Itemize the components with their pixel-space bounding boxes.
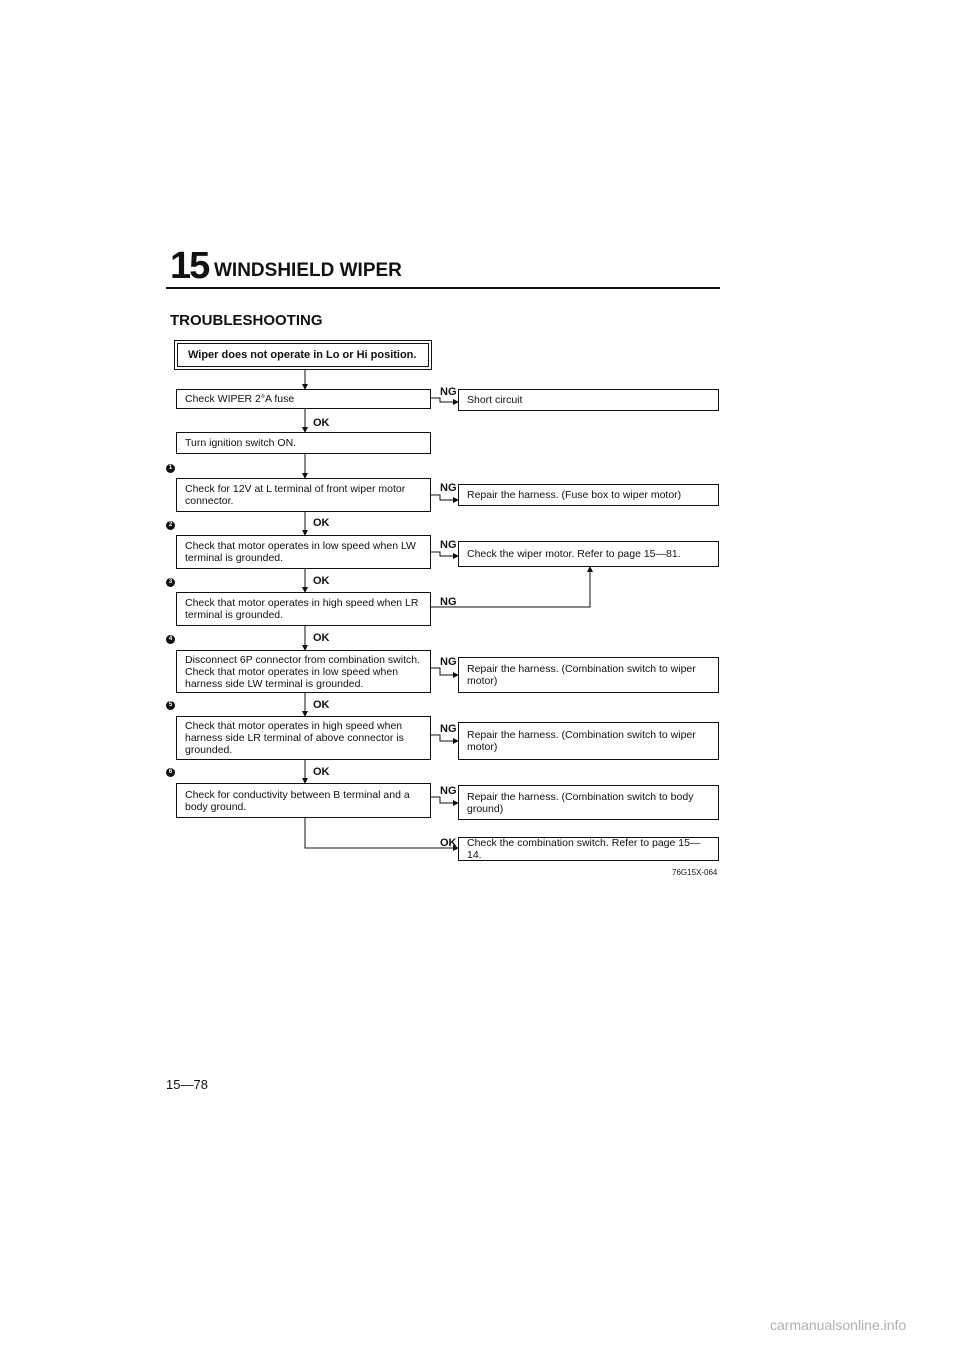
ng-label: NG (440, 539, 457, 551)
result-box: Repair the harness. (Combination switch to body ground) (458, 785, 719, 820)
ng-label: NG (440, 596, 457, 608)
result-box: Check the wiper motor. Refer to page 15—81. (458, 541, 719, 567)
step-marker: 1 (166, 464, 175, 473)
step-box: Turn ignition switch ON. (176, 432, 431, 454)
step-marker: 3 (166, 578, 175, 587)
ng-label: NG (440, 723, 457, 735)
ng-label: NG (440, 785, 457, 797)
ok-label: OK (313, 575, 330, 587)
step-box: Check for 12V at L terminal of front wiper motor connector. (176, 478, 431, 512)
result-box: Short circuit (458, 389, 719, 411)
ok-label: OK (313, 699, 330, 711)
ok-label: OK (313, 766, 330, 778)
result-box: Repair the harness. (Fuse box to wiper motor) (458, 484, 719, 506)
ok-label: OK (313, 632, 330, 644)
ok-label: OK (313, 417, 330, 429)
ng-8 (431, 797, 458, 803)
ng-label: NG (440, 656, 457, 668)
ng-7 (431, 735, 458, 741)
ng-label: NG (440, 482, 457, 494)
step-marker: 6 (166, 768, 175, 777)
watermark: carmanualsonline.info (770, 1317, 907, 1333)
step-box: Check that motor operates in low speed when LW terminal is grounded. (176, 535, 431, 569)
ok-label: OK (440, 837, 457, 849)
page-number: 15—78 (166, 1077, 208, 1092)
start-box: Wiper does not operate in Lo or Hi position. (174, 340, 432, 370)
section-title: TROUBLESHOOTING (170, 312, 323, 329)
ok-label: OK (313, 517, 330, 529)
step-marker: 5 (166, 701, 175, 710)
chapter-title: WINDSHIELD WIPER (214, 260, 402, 281)
ng-3 (431, 495, 458, 500)
connector-8-ok (305, 818, 458, 848)
step-marker: 4 (166, 635, 175, 644)
result-box: Check the combination switch. Refer to page 15—14. (458, 837, 719, 861)
step-box: Check that motor operates in high speed when LR terminal is grounded. (176, 592, 431, 626)
step-box: Check WIPER 2°A fuse (176, 389, 431, 409)
result-box: Repair the harness. (Combination switch to wiper motor) (458, 657, 719, 693)
step-box: Disconnect 6P connector from combination switch. Check that motor operates in low speed when harness side LW terminal is grounded. (176, 650, 431, 693)
ng-4 (431, 552, 458, 556)
ng-1 (431, 398, 458, 402)
step-box: Check that motor operates in high speed when harness side LR terminal of above connector is grounded. (176, 716, 431, 760)
ng-6 (431, 668, 458, 675)
result-box: Repair the harness. (Combination switch to wiper motor) (458, 722, 719, 760)
step-marker: 2 (166, 521, 175, 530)
step-box: Check for conductivity between B terminal and a body ground. (176, 783, 431, 818)
ng-label: NG (440, 386, 457, 398)
figure-reference: 76G15X-064 (672, 868, 718, 877)
chapter-number: 15 (170, 245, 209, 287)
